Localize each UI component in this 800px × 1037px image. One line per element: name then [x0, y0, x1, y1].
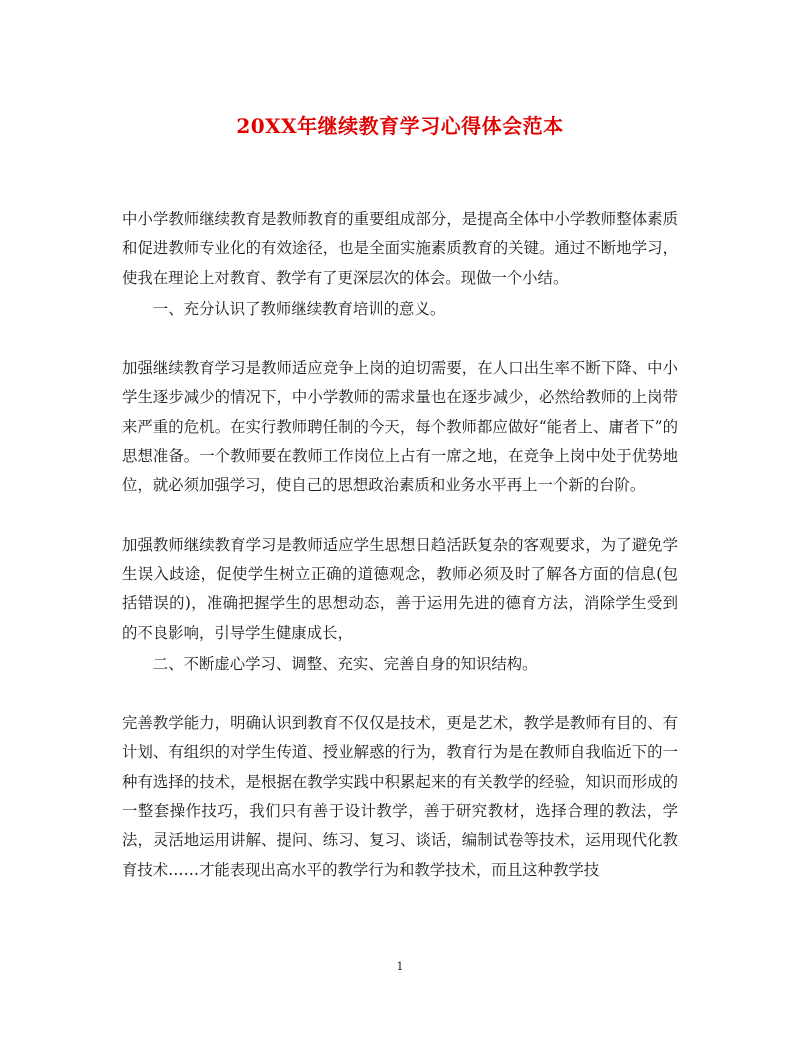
paragraph-student-guidance: 加强教师继续教育学习是教师适应学生思想日趋活跃复杂的客观要求，为了避免学生误入歧途，促使学生树立正确的道德观念，教师必须及时了解各方面的信息(包括错误的)，准确把握学生的思想动态，善于运用先进的德育方法，消除学生受到的不良影响，引导学生健康成长， [122, 535, 678, 642]
paragraph-intro: 中小学教师继续教育是教师教育的重要组成部分，是提高全体中小学教师整体素质和促进教师专业化的有效途径，也是全面实施素质教育的关键。通过不断地学习，使我在理论上对教育、教学有了更深层次的体会。现做一个小结。 [122, 210, 678, 287]
document-title: 20XX年继续教育学习心得体会范本 [236, 114, 564, 138]
document-body [122, 205, 678, 885]
paragraph-competition: 加强继续教育学习是教师适应竞争上岗的迫切需要，在人口出生率不断下降、中小学生逐步减少的情况下，中小学教师的需求量也在逐步减少，必然给教师的上岗带来严重的危机。在实行教师聘任制的今天，每个教师都应做好“能者上、庸者下”的思想准备。一个教师要在教师工作岗位上占有一席之地，在竞争上岗中处于优势地位，就必须加强学习，使自己的思想政治素质和业务水平再上一个新的台阶。 [122, 359, 678, 495]
section-heading-1: 一、充分认识了教师继续教育培训的意义。 [152, 299, 446, 318]
paragraph-teaching-ability: 完善教学能力，明确认识到教育不仅仅是技术，更是艺术，教学是教师有目的、有计划、有组织的对学生传道、授业解惑的行为，教育行为是在教师自我临近下的一种有选择的技术，是根据在教学实践中积累起来的有关教学的经验，知识而形成的一整套操作技巧，我们只有善于设计教学，善于研究教材，选择合理的教法，学法，灵活地运用讲解、提问、练习、复习、谈话，编制试卷等技术，运用现代化教育技术……才能表现出高水平的教学行为和教学技术，而且这种教学技 [122, 714, 678, 879]
section-heading-2: 二、不断虚心学习、调整、充实、完善自身的知识结构。 [152, 654, 538, 673]
page-number: 1 [396, 960, 404, 973]
